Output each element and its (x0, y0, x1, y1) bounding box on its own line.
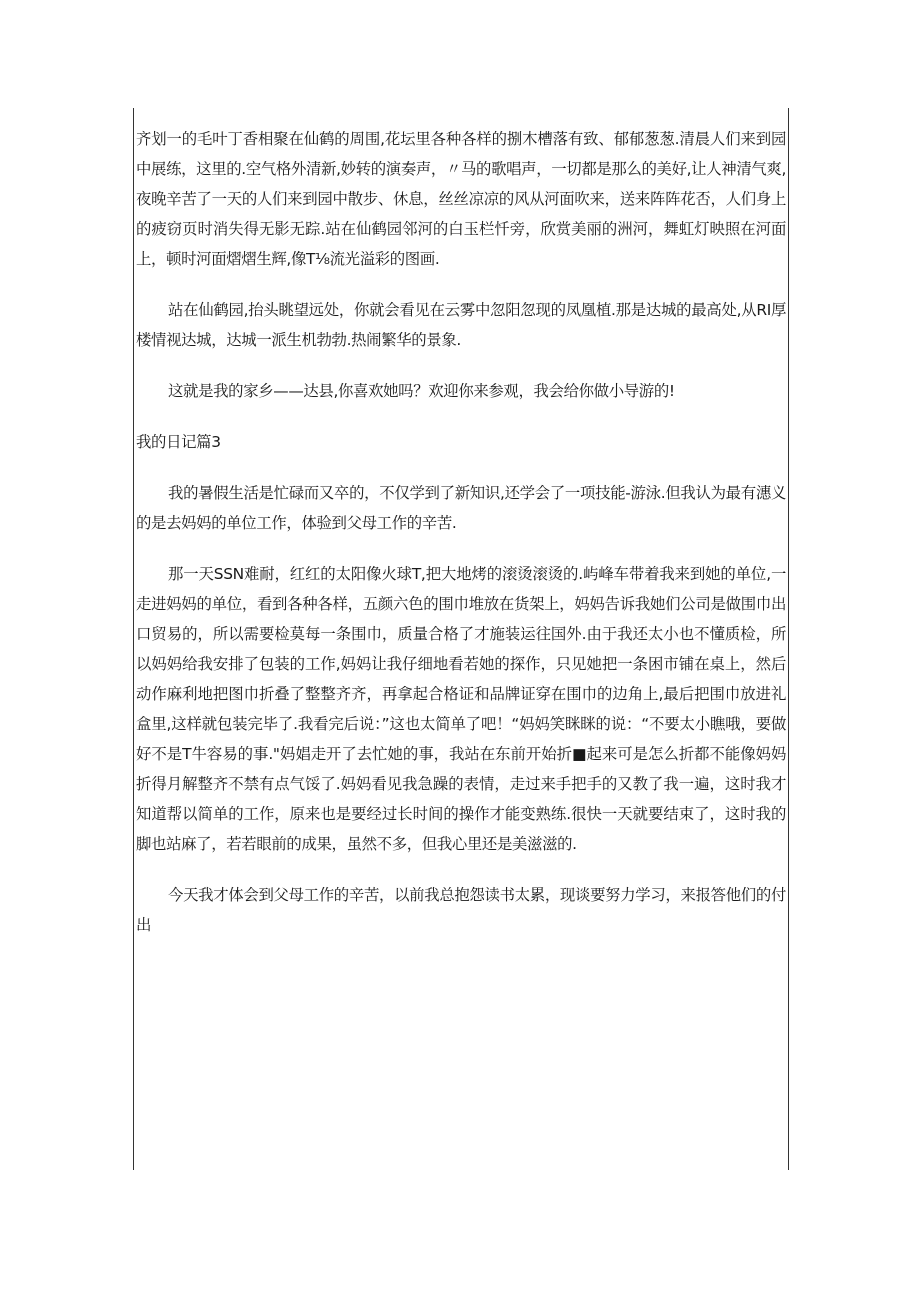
section-heading-diary-3: 我的日记篇3 (136, 433, 221, 451)
paragraph-hometown-closing: 这就是我的家乡——达县,你喜欢她吗？欢迎你来参观，我会给你做小导游的! (168, 382, 675, 400)
paragraph-summer-intro: 我的暑假生活是忙碌而又卒的，不仅学到了新知识,还学会了一项技能-游泳.但我认为最有潓义的是去妈妈的单位工作，体验到父母工作的辛苦. (136, 484, 786, 532)
paragraph-continued-garden: 齐划一的毛叶丁香相聚在仙鹤的周围,花坛里各种各样的捌木槽落有致、郁郁葱葱.清晨人们来到园中展练，这里的.空气格外清新,妙转的演奏声，〃马的歌唱声，一切都是那么的美好,让人神清气爽,夜晚辛苦了一天的人们来到园中散步、休息，丝丝凉凉的风从河面吹来，送来阵阵花否，人们身上的疲窃页时消失得无影无踪.站在仙鹤园邻河的白玉栏忏旁，欣赏美丽的洲河，舞虹灯映照在河面上，顿时河面熠熠生辉,像T⅛流光溢彩的图画. (136, 130, 786, 268)
page-border-left (133, 108, 134, 1170)
document-body (136, 124, 786, 940)
paragraph-view-from-garden: 站在仙鹤园,抬头眺望远处，你就会看见在云雾中忽阳忽现的凤凰植.那是达城的最高处,从RI厚楼情视达城，达城一派生机勃勃.热闹繁华的景象. (136, 301, 786, 349)
paragraph-work-day: 那一天SSN难耐，红红的太阳像火球T,把大地烤的滚烫滚烫的.屿峰车带着我来到她的单位,一走进妈妈的单位，看到各种各样，五颜六色的围巾堆放在货架上，妈妈告诉我她们公司是做围巾出口贸易的，所以需要检莫每一条围巾，质量合格了才施装运往国外.由于我还太小也不懂质检，所以妈妈给我安排了包装的工作,妈妈让我仔细地看若她的探作，只见她把一条困市铺在桌上，然后动作麻利地把图巾折叠了整整齐齐，再拿起合格证和品牌证穿在围巾的边角上,最后把围巾放进礼盒里,这样就包装完毕了.我看完后说：”这也太简单了吧！“妈妈笑眯眯的说：“不要太小瞧哦，要做好不是T牛容易的事."妈娼走开了去忙她的事，我站在东前开始折■起来可是怎么折都不能像妈妈折得月解整齐不禁有点气馁了.妈妈看见我急躁的表情，走过来手把手的又教了我一遍，这时我才知道帮以简单的工作，原来也是要经过长时间的操作才能变熟练.很快一天就要结束了，这时我的脚也站麻了，若若眼前的成果，虽然不多，但我心里还是美滋滋的. (136, 565, 786, 853)
page-border-right (788, 108, 789, 1170)
paragraph-reflection: 今天我才体会到父母工作的辛苦，以前我总抱怨读书太累，现谈要努力学习，来报答他们的付出 (136, 886, 786, 934)
